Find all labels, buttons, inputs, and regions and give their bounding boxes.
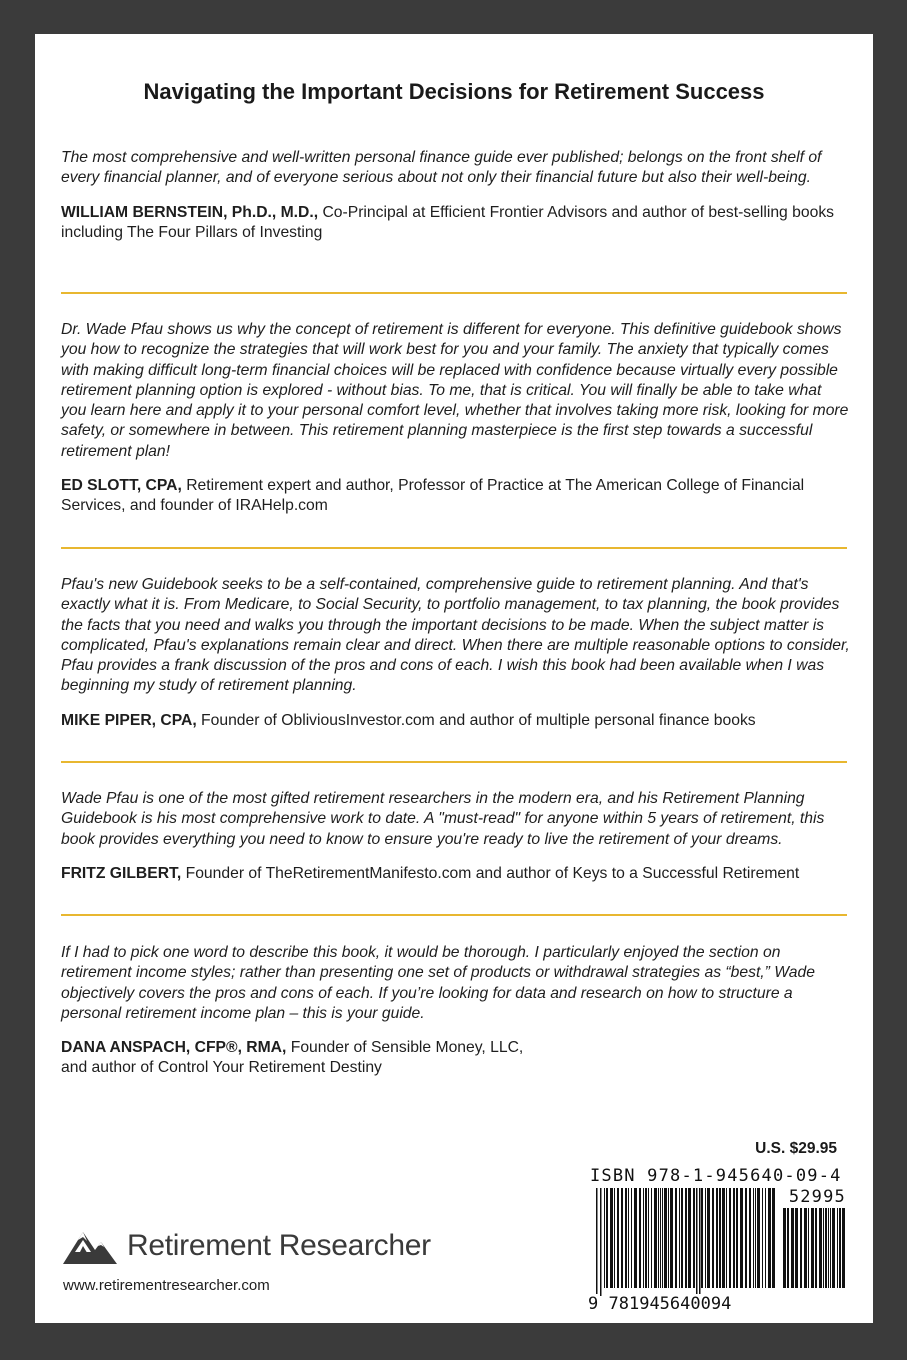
mountain-icon <box>61 1226 119 1266</box>
testimonial-5 <box>61 943 851 1079</box>
barcode-bar <box>625 1188 627 1288</box>
barcode-bar <box>800 1208 802 1288</box>
barcode-bar <box>651 1188 652 1288</box>
testimonial-quote: Wade Pfau is one of the most gifted retirement researchers in the modern era, and his Retirement Planning Guidebook is his most comprehensive work to date. A "must-read" for anyone within 5 years of retirement, this book provides everything you need to know to ensure you're ready to live the retirement of your dreams. <box>61 790 825 848</box>
barcode-bar <box>825 1208 827 1288</box>
barcode-bar <box>726 1188 727 1288</box>
barcode-bar <box>606 1188 608 1288</box>
testimonial-author: DANA ANSPACH, CFP®, RMA, <box>61 1039 287 1057</box>
barcode-bar <box>722 1188 725 1288</box>
barcode-bar <box>705 1188 706 1288</box>
barcode-bar <box>791 1208 794 1288</box>
barcode-bar <box>654 1188 657 1288</box>
barcode-bar <box>712 1188 714 1288</box>
barcode-bar <box>645 1188 647 1288</box>
barcode-bar <box>693 1188 695 1288</box>
barcode-bar <box>757 1188 760 1288</box>
barcode-bar <box>639 1188 641 1288</box>
testimonial-quote: Pfau's new Guidebook seeks to be a self-contained, comprehensive guide to retirement planning. And that's exactly what it is. From Medicare, to Social Security, to portfolio management, to tax planning, the book provides the facts that you need and walks you through the important decisions to be made. When the subject matter is complicated, Pfau's explanations remain clear and direct. When there are multiple reasonable options to consider, Pfau provides a frank discussion of the pros and cons of each. I wish this book had been available when I was beginning my study of retirement planning. <box>61 576 850 695</box>
testimonial-author: ED SLOTT, CPA, <box>61 477 182 495</box>
barcode-bar <box>808 1208 809 1288</box>
testimonial-quote: Dr. Wade Pfau shows us why the concept of retirement is different for everyone. This definitive guidebook shows you how to recognize the strategies that will work best for you and your family. The anxiety that typically comes with making difficult long-term financial choices will be replaced with confidence because virtually every possible retirement planning option is explored - without bias. To me, that is critical. You will finally be able to take what you learn here and apply it to your personal comfort level, whether that involves taking more risk, looking for more safety, or somewhere in between. This retirement planning masterpiece is the first step towards a successful retirement plan! <box>61 321 849 460</box>
isbn-text: ISBN 978-1-945640-09-4 <box>590 1166 842 1186</box>
publisher-name: Retirement Researcher <box>127 1229 431 1262</box>
testimonial-attribution <box>61 711 851 731</box>
barcode-bar <box>729 1188 731 1288</box>
testimonial-credentials: Founder of TheRetirementManifesto.com and author of Keys to a Successful Retirement <box>181 864 800 882</box>
barcode-bar <box>685 1188 687 1288</box>
testimonial-3 <box>61 575 851 731</box>
testimonial-credentials-line2: and author of Control Your Retirement Destiny <box>61 1059 382 1077</box>
barcode-bar <box>719 1188 721 1288</box>
testimonial-credentials: Founder of Sensible Money, LLC, <box>286 1039 524 1057</box>
divider-rule <box>61 292 847 294</box>
ean-right-group: 640094 <box>669 1294 732 1314</box>
barcode-bar <box>699 1188 701 1296</box>
testimonial-credentials: Co-Principal at Efficient Frontier Advisors and author of best-selling books including The Four Pillars of Investing <box>61 203 835 241</box>
barcode-bar <box>842 1208 845 1288</box>
barcode-bar <box>740 1188 743 1288</box>
barcode-bar <box>772 1188 775 1288</box>
barcode-bar <box>681 1188 683 1288</box>
barcode-bar <box>819 1208 822 1288</box>
barcode-bar <box>753 1188 754 1288</box>
back-cover <box>35 34 873 1323</box>
publisher-logo <box>61 1226 431 1266</box>
ean-left-group: 781945 <box>608 1294 670 1314</box>
testimonial-author: MIKE PIPER, CPA, <box>61 711 197 729</box>
barcode-bar <box>648 1188 649 1288</box>
barcode-bar <box>617 1188 619 1288</box>
barcode-bar <box>768 1188 771 1288</box>
barcode-bar <box>643 1188 644 1288</box>
ean-first-digit: 9 <box>588 1294 599 1314</box>
testimonial-2 <box>61 320 851 517</box>
barcode-bar <box>749 1188 751 1288</box>
divider-rule <box>61 547 847 549</box>
barcode-bar <box>765 1188 766 1288</box>
barcode-bar <box>688 1188 691 1288</box>
divider-rule <box>61 761 847 763</box>
barcode-bar <box>830 1208 831 1288</box>
barcode-bar <box>815 1208 817 1288</box>
barcode-bar <box>696 1188 698 1296</box>
barcode-bar <box>707 1188 710 1288</box>
testimonial-author: FRITZ GILBERT, <box>61 864 182 882</box>
addon-barcode-bars <box>783 1208 846 1298</box>
testimonial-credentials: Retirement expert and author, Professor of Practice at The American College of Financial Services, and founder of IRAHelp.com <box>61 477 805 515</box>
ean-digits <box>588 1294 731 1314</box>
isbn-barcode <box>588 1166 846 1316</box>
testimonial-4 <box>61 789 851 884</box>
barcode-bar <box>828 1208 829 1288</box>
ean-barcode-bars <box>596 1188 776 1298</box>
barcode-bar <box>783 1208 786 1288</box>
barcode-bar <box>604 1188 605 1288</box>
barcode-bar <box>668 1188 669 1288</box>
divider-rule <box>61 914 847 916</box>
barcode-bar <box>716 1188 718 1288</box>
barcode-bar <box>837 1208 838 1288</box>
barcode-bar <box>755 1188 756 1288</box>
barcode-price-code: 52995 <box>788 1187 846 1207</box>
testimonial-attribution <box>61 864 851 884</box>
barcode-bar <box>660 1188 661 1288</box>
barcode-bar <box>658 1188 659 1288</box>
testimonial-attribution <box>61 476 851 517</box>
cover-title: Navigating the Important Decisions for Retirement Success <box>143 79 765 104</box>
barcode-bar <box>736 1188 738 1288</box>
barcode-bar <box>610 1188 613 1288</box>
barcode-bar <box>745 1188 747 1288</box>
barcode-bar <box>664 1188 667 1288</box>
barcode-bar <box>795 1208 798 1288</box>
barcode-bar <box>701 1188 703 1288</box>
barcode-bar <box>596 1188 598 1296</box>
testimonial-credentials: Founder of ObliviousInvestor.com and author of multiple personal finance books <box>196 711 756 729</box>
barcode-bar <box>614 1188 615 1288</box>
barcode-bar <box>670 1188 673 1288</box>
barcode-bar <box>832 1208 835 1288</box>
barcode-bar <box>733 1188 735 1288</box>
barcode-bar <box>621 1188 623 1288</box>
barcode-bar <box>823 1208 824 1288</box>
barcode-bar <box>600 1188 602 1296</box>
barcode-bar <box>839 1208 841 1288</box>
barcode-bar <box>811 1208 814 1288</box>
testimonial-attribution <box>61 203 851 244</box>
testimonial-attribution <box>61 1038 851 1079</box>
barcode-bar <box>628 1188 629 1288</box>
testimonial-1 <box>61 148 851 243</box>
barcode-bar <box>787 1208 789 1288</box>
testimonial-quote: If I had to pick one word to describe this book, it would be thorough. I particularly enjoyed the section on retirement income styles; rather than presenting one set of products or withdrawal strategies as “best,” Wade objectively covers the pros and cons of each. If you’re looking for data and research on how to structure a personal retirement income plan – this is your guide. <box>61 944 815 1022</box>
barcode-bar <box>679 1188 680 1288</box>
barcode-bar <box>662 1188 663 1288</box>
barcode-bar <box>634 1188 637 1288</box>
publisher-website: www.retirementresearcher.com <box>63 1277 270 1294</box>
testimonial-author: WILLIAM BERNSTEIN, Ph.D., M.D., <box>61 203 319 221</box>
barcode-bar <box>675 1188 677 1288</box>
price-label: U.S. $29.95 <box>755 1140 837 1157</box>
testimonial-quote: The most comprehensive and well-written personal finance guide ever published; belongs on the front shelf of every financial planner, and of everyone serious about not only their financial future but also their well-being. <box>61 149 822 187</box>
barcode-bar <box>804 1208 807 1288</box>
barcode-bar <box>631 1188 632 1288</box>
barcode-bar <box>762 1188 763 1288</box>
